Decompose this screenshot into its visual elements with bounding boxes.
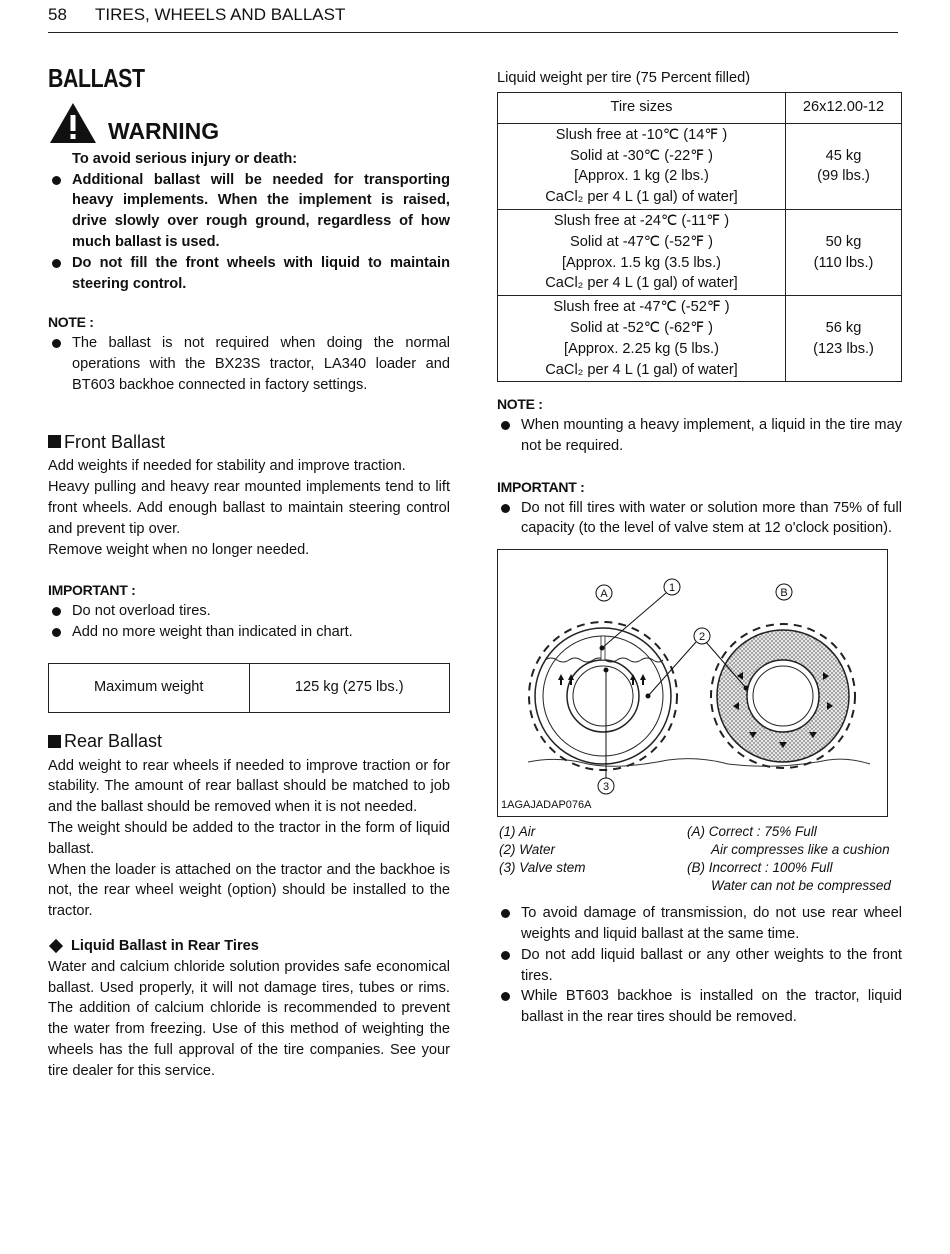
- max-weight-value: 125 kg (275 lbs.): [249, 663, 450, 712]
- warning-title: WARNING: [108, 117, 220, 144]
- callout-1: 1: [668, 582, 676, 595]
- legend-item: Air compresses like a cushion: [711, 842, 890, 858]
- figure-legend: [497, 823, 902, 893]
- legend-item: (1) Air: [499, 824, 536, 840]
- important-item: Do not fill tires with water or solution more than 75% of full capacity (to the level of valve stem at 12 o'clock position).: [497, 498, 902, 540]
- left-column: [48, 63, 450, 1081]
- square-bullet-icon: [48, 435, 61, 448]
- weight-kg: 45 kg: [825, 147, 862, 164]
- ballast-heading: BALLAST: [48, 63, 145, 93]
- final-item: Do not add liquid ballast or any other weights to the front tires.: [497, 945, 902, 987]
- liquid-table-caption: Liquid weight per tire (75 Percent filled): [497, 70, 751, 86]
- important-list: [497, 498, 902, 540]
- warning-block: [48, 101, 450, 149]
- note-item: When mounting a heavy implement, a liquid in the tire may not be required.: [497, 415, 902, 457]
- page-header: [48, 4, 898, 33]
- note-label: NOTE :: [48, 314, 94, 331]
- legend-item: (B) Incorrect : 100% Full: [687, 860, 833, 876]
- square-bullet-icon: [48, 735, 61, 748]
- warning-list: [48, 170, 450, 295]
- spec-line: Solid at -30℃ (-22℉ ): [569, 147, 714, 164]
- note-list: [48, 333, 450, 395]
- tire-a: [529, 622, 677, 770]
- weight-lbs: (123 lbs.): [813, 340, 874, 357]
- spec-line: CaCl₂ per 4 L (1 gal) of water]: [545, 361, 738, 378]
- spec-line: CaCl₂ per 4 L (1 gal) of water]: [545, 275, 738, 292]
- liquid-ballast-text: Water and calcium chloride solution provides safe economical ballast. Used properly, it will not damage tires, tubes or rims. The addition of calcium chloride is recommended to prevent the water from freezing. Use of this method of weighting the wheels has the full approval of the tire companies. See your tire dealer for this service.: [48, 958, 450, 1079]
- header-tire-model: 26x12.00-12: [786, 92, 902, 123]
- front-paragraph: Remove weight when no longer needed.: [48, 541, 310, 558]
- front-ballast-title: Front Ballast: [64, 431, 166, 452]
- warning-triangle-icon: [48, 101, 98, 145]
- warning-item: Do not fill the front wheels with liquid to maintain steering control.: [48, 253, 450, 295]
- max-weight-table: [48, 663, 450, 713]
- legend-item: (3) Valve stem: [499, 860, 586, 876]
- spec-line: Slush free at -10℃ (14℉ ): [555, 126, 728, 143]
- spec-line: Solid at -52℃ (-62℉ ): [569, 319, 714, 336]
- weight-lbs: (110 lbs.): [813, 254, 874, 271]
- spec-line: [Approx. 2.25 kg (5 lbs.): [564, 340, 719, 357]
- note-label: NOTE :: [497, 396, 543, 413]
- important-item: Add no more weight than indicated in chart.: [48, 622, 450, 643]
- warning-item: Additional ballast will be needed for transporting heavy implements. When the implement is raised, drive slowly over rough ground, regardless of how much ballast is used.: [48, 170, 450, 253]
- header-tire-sizes: Tire sizes: [498, 92, 786, 123]
- section-title: TIRES, WHEELS AND BALLAST: [95, 5, 346, 24]
- liquid-weight-table: [497, 92, 902, 383]
- weight-kg: 50 kg: [825, 233, 862, 250]
- final-list: [497, 903, 902, 1028]
- liquid-ballast-title: Liquid Ballast in Rear Tires: [71, 937, 259, 954]
- important-label: IMPORTANT :: [48, 582, 136, 599]
- spec-line: Solid at -47℃ (-52℉ ): [569, 233, 714, 250]
- spec-line: [Approx. 1.5 kg (3.5 lbs.): [562, 254, 721, 271]
- tire-fill-figure: [497, 549, 888, 817]
- callout-b: B: [780, 587, 788, 600]
- important-list: [48, 601, 450, 643]
- weight-kg: 56 kg: [825, 319, 862, 336]
- tire-diagram: [498, 550, 887, 816]
- callout-2: 2: [698, 631, 706, 644]
- max-weight-label: Maximum weight: [49, 663, 250, 712]
- page-number: 58: [48, 5, 67, 24]
- spec-line: CaCl₂ per 4 L (1 gal) of water]: [545, 189, 738, 206]
- note-item: The ballast is not required when doing the normal operations with the BX23S tractor, LA340 loader and BT603 backhoe connected in factory settings.: [48, 333, 450, 395]
- legend-item: (A) Correct : 75% Full: [687, 824, 817, 840]
- front-ballast-heading: [48, 432, 450, 453]
- diamond-bullet-icon: [49, 939, 63, 953]
- note-list: [497, 415, 902, 457]
- front-paragraph: Add weights if needed for stability and improve traction.: [48, 458, 406, 475]
- right-column: [497, 68, 902, 1028]
- final-item: To avoid damage of transmission, do not use rear wheel weights and liquid ballast at the same time.: [497, 903, 902, 945]
- table-row: [498, 123, 902, 209]
- callout-3: 3: [602, 781, 610, 794]
- callout-a: A: [600, 588, 608, 601]
- rear-paragraph: When the loader is attached on the tractor and the backhoe is not, the rear wheel weight (option) should be installed to the tractor.: [48, 861, 450, 920]
- legend-item: Water can not be compressed: [711, 878, 891, 894]
- figure-code: 1AGAJADAP076A: [501, 799, 592, 812]
- final-item: While BT603 backhoe is installed on the tractor, liquid ballast in the rear tires should be removed.: [497, 986, 902, 1028]
- tire-b: [711, 624, 855, 768]
- table-row: [498, 209, 902, 295]
- front-paragraph: Heavy pulling and heavy rear mounted implements tend to lift front wheels. Add enough ballast to maintain steering control and prevent tip over.: [48, 479, 450, 537]
- warning-intro: To avoid serious injury or death:: [72, 150, 298, 167]
- weight-lbs: (99 lbs.): [817, 168, 870, 185]
- rear-paragraph: The weight should be added to the tractor in the form of liquid ballast.: [48, 819, 450, 857]
- spec-line: [Approx. 1 kg (2 lbs.): [574, 168, 709, 185]
- spec-line: Slush free at -47℃ (-52℉ ): [553, 299, 730, 316]
- rear-ballast-title: Rear Ballast: [64, 730, 163, 751]
- important-label: IMPORTANT :: [497, 478, 585, 495]
- spec-line: Slush free at -24℃ (-11℉ ): [553, 212, 730, 229]
- table-row: [498, 296, 902, 382]
- important-item: Do not overload tires.: [48, 601, 450, 622]
- legend-item: (2) Water: [499, 842, 556, 858]
- liquid-ballast-heading: [48, 936, 450, 957]
- rear-paragraph: Add weight to rear wheels if needed to improve traction or for stability. The amount of rear ballast should be matched to job and the ballast should be removed when it is not needed.: [48, 757, 450, 816]
- rear-ballast-heading: [48, 731, 450, 752]
